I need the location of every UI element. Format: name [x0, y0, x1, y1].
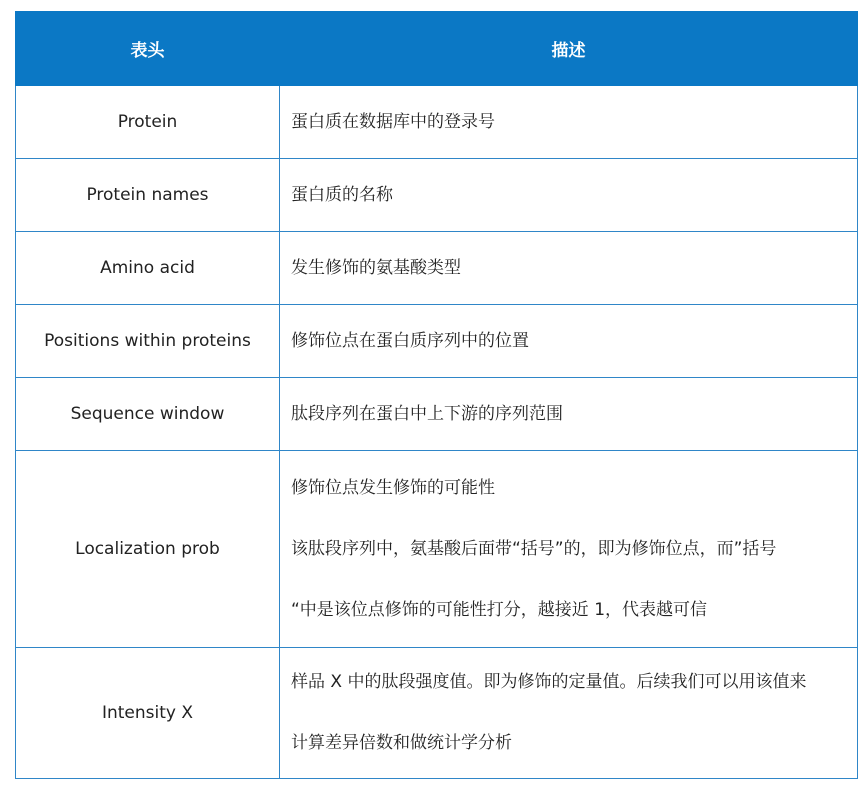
table-row-intensity-x	[16, 648, 858, 779]
description-line: 肽段序列在蛋白中上下游的序列范围	[291, 403, 563, 424]
description-line: 修饰位点在蛋白质序列中的位置	[291, 330, 529, 351]
header-row	[16, 12, 858, 86]
table-row-localization-prob	[16, 451, 858, 648]
table-row-protein	[16, 86, 858, 159]
row-label: Amino acid	[16, 232, 280, 305]
description-line: 样品 X 中的肽段强度值。即为修饰的定量值。后续我们可以用该值来	[291, 672, 807, 692]
row-description	[280, 305, 858, 378]
row-description	[280, 159, 858, 232]
row-label: Protein	[16, 86, 280, 159]
column-description-table	[15, 11, 858, 779]
table-body	[16, 86, 858, 779]
header-cell-description: 描述	[280, 12, 858, 86]
row-label: Positions within proteins	[16, 305, 280, 378]
table-row-sequence-window	[16, 378, 858, 451]
table-row-positions-within-proteins	[16, 305, 858, 378]
row-label: Protein names	[16, 159, 280, 232]
description-line: 发生修饰的氨基酸类型	[291, 257, 461, 278]
row-description	[280, 451, 858, 648]
table-row-protein-names	[16, 159, 858, 232]
row-label: Intensity X	[16, 648, 280, 779]
description-line: 蛋白质的名称	[291, 184, 393, 205]
table-header	[16, 12, 858, 86]
header-cell-column-name: 表头	[16, 12, 280, 86]
row-description	[280, 232, 858, 305]
row-description	[280, 378, 858, 451]
row-label: Sequence window	[16, 378, 280, 451]
description-line: 该肽段序列中，氨基酸后面带“括号”的，即为修饰位点，而”括号	[291, 538, 777, 559]
row-description	[280, 648, 858, 779]
row-label: Localization prob	[16, 451, 280, 648]
description-line: 计算差异倍数和做统计学分析	[291, 733, 512, 753]
description-line: 蛋白质在数据库中的登录号	[291, 111, 495, 132]
row-description	[280, 86, 858, 159]
data-table-container	[15, 11, 857, 779]
description-line: “中是该位点修饰的可能性打分，越接近 1，代表越可信	[291, 599, 708, 620]
description-line: 修饰位点发生修饰的可能性	[291, 477, 495, 498]
table-row-amino-acid	[16, 232, 858, 305]
